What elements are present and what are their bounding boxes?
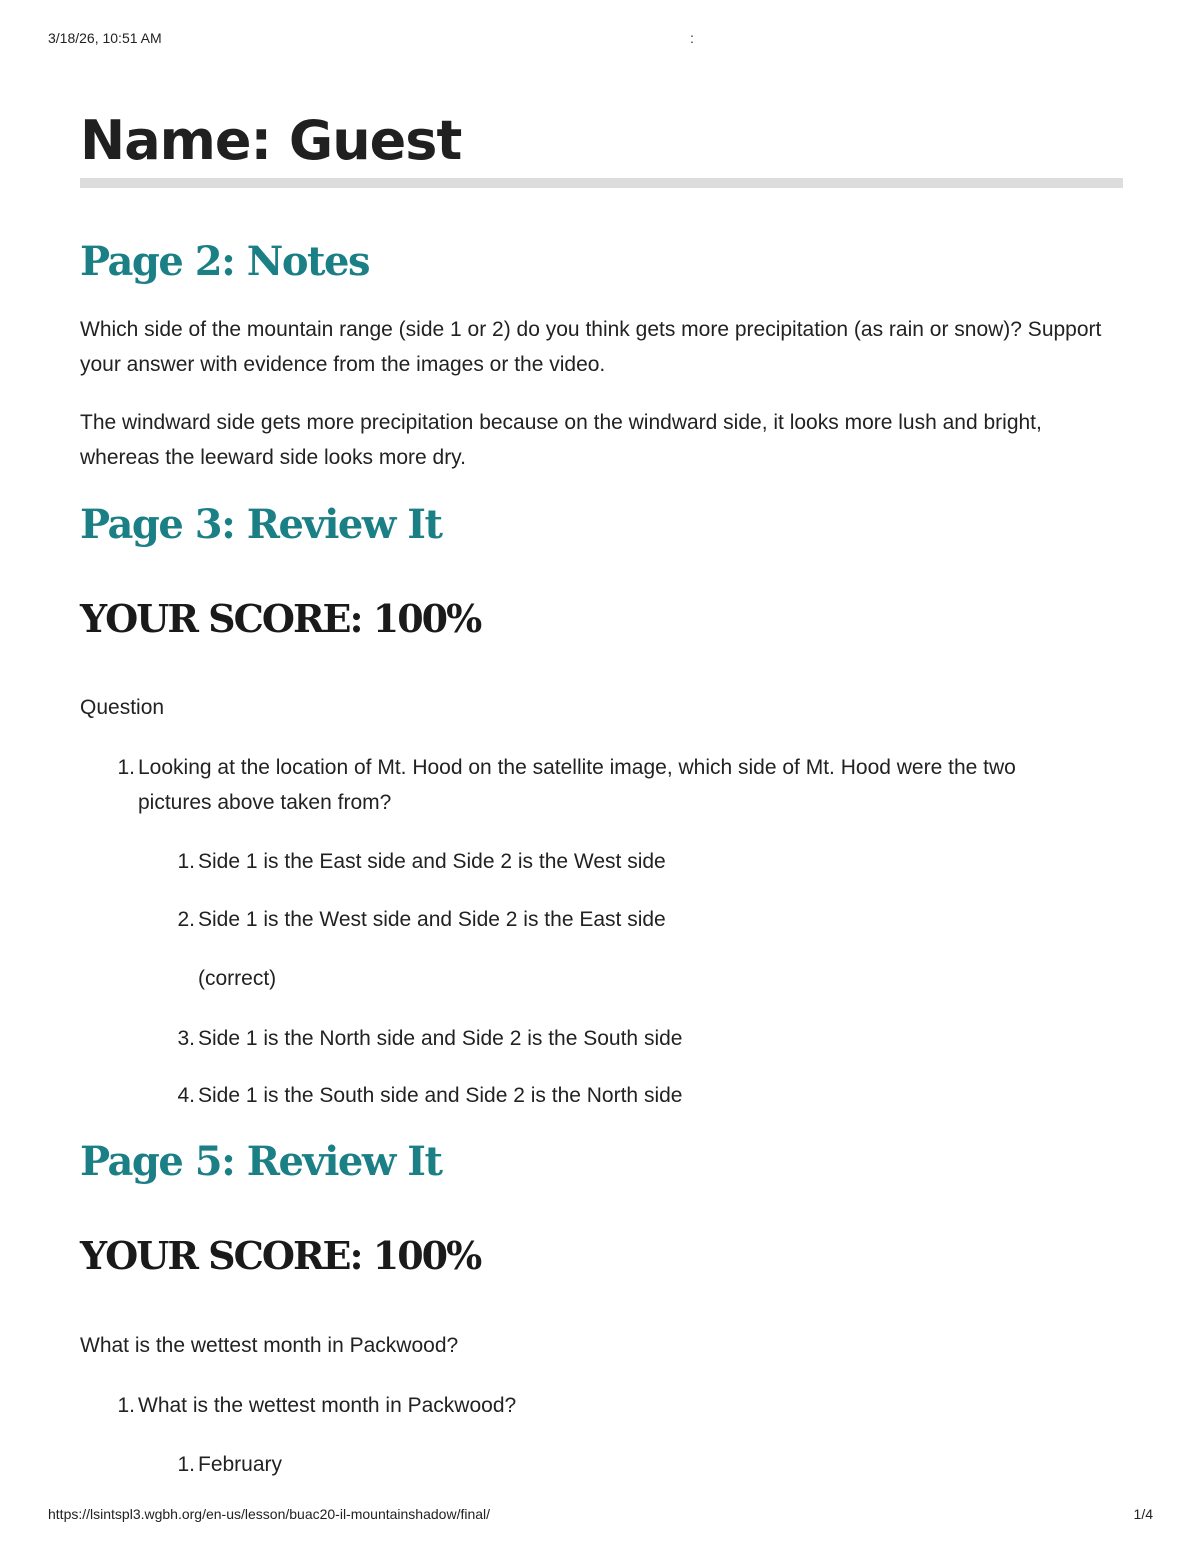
section-heading-review-5: Page 5: Review It <box>80 1138 442 1185</box>
section-heading-notes: Page 2: Notes <box>80 238 369 285</box>
question-label: What is the wettest month in Packwood? <box>80 1334 459 1357</box>
option-text: Side 1 is the West side and Side 2 is the East side <box>198 908 666 931</box>
correct-note: (correct) <box>198 967 277 990</box>
score-review-5: YOUR SCORE: 100% <box>80 1233 481 1278</box>
question-text: What is the wettest month in Packwood? <box>138 1394 517 1417</box>
print-page-number: 1/4 <box>1133 1506 1153 1522</box>
title-divider <box>80 178 1123 188</box>
print-datetime: 3/18/26, 10:51 AM <box>48 30 162 46</box>
option-text: Side 1 is the North side and Side 2 is the South side <box>198 1027 683 1050</box>
notes-prompt: Which side of the mountain range (side 1 or 2) do you think gets more precipitation (as rain or snow)? Support your answer with evidence from the images or the video. <box>80 318 1102 376</box>
option-number: 1. <box>177 850 195 873</box>
print-footer <box>0 1506 1200 1526</box>
print-url: https://lsintspl3.wgbh.org/en-us/lesson/buac20-il-mountainshadow/final/ <box>48 1506 491 1522</box>
question-label: Question <box>80 696 165 719</box>
notes-answer: The windward side gets more precipitation because on the windward side, it looks more lush and bright, whereas the leeward side looks more dry. <box>80 411 1042 469</box>
option-number: 3. <box>177 1027 195 1050</box>
option-number: 2. <box>177 908 195 931</box>
question-item <box>80 750 1123 820</box>
question-text-line-2: pictures above taken from? <box>138 791 392 814</box>
option-text: Side 1 is the South side and Side 2 is the North side <box>198 1084 683 1107</box>
option-text: Side 1 is the East side and Side 2 is the West side <box>198 850 666 873</box>
option-text: February <box>198 1453 283 1476</box>
section-heading-review-3: Page 3: Review It <box>80 501 442 548</box>
option-number: 1. <box>177 1453 195 1476</box>
question-number: 1. <box>117 1394 135 1417</box>
option-number: 4. <box>177 1084 195 1107</box>
question-text: Looking at the location of Mt. Hood on the satellite image, which side of Mt. Hood were the two <box>138 756 1016 779</box>
print-header <box>0 30 1200 50</box>
page-title: Name: Guest <box>80 109 462 172</box>
score-review-3: YOUR SCORE: 100% <box>80 596 481 641</box>
question-number: 1. <box>117 756 135 779</box>
print-header-center: : <box>690 30 694 46</box>
